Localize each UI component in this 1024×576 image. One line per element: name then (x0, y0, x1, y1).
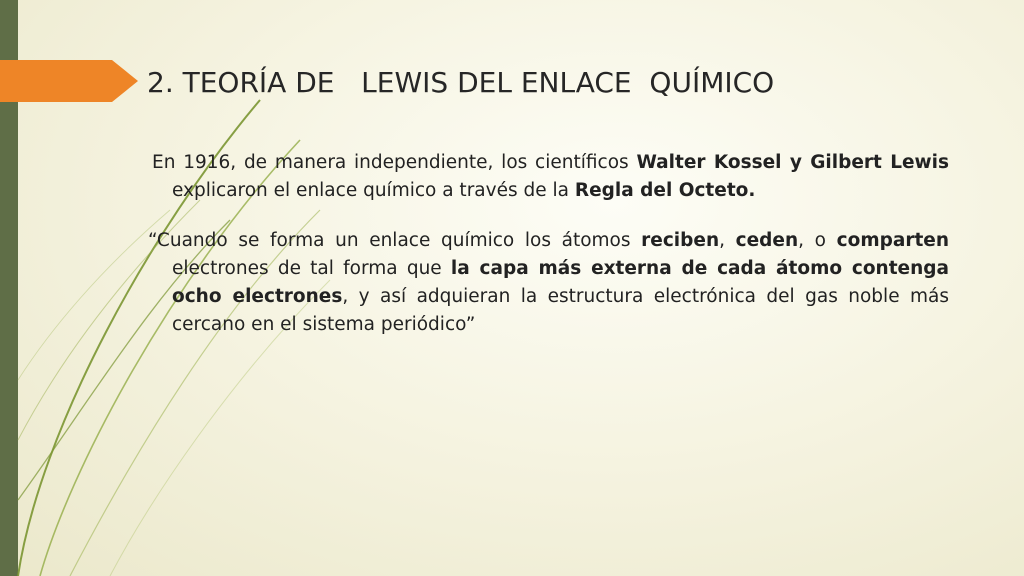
quote-text-cont: electrones de tal forma que (172, 258, 451, 279)
quote-text: “Cuando se forma un enlace químico los átomos (148, 230, 642, 251)
slide-title: 2. TEORÍA DE LEWIS DEL ENLACE QUÍMICO (147, 66, 775, 99)
intro-text: En 1916, de manera independiente, los científicos (152, 152, 637, 173)
term-reciben: reciben (641, 230, 720, 251)
term-comparten: comparten (836, 230, 950, 251)
title-arrow-shape (0, 60, 138, 102)
quote-text-end: , y así adquieran la estructura electrónica del gas noble más cercano en el sistema periódico” (172, 286, 949, 335)
term-outer-shell: la capa más externa de cada átomo contenga ocho electrones (172, 258, 949, 307)
scientists-names: Walter Kossel y Gilbert Lewis (636, 152, 949, 173)
quote-sep: , (719, 230, 736, 251)
paragraph-quote (150, 227, 949, 339)
quote-sep-2: , o (798, 230, 837, 251)
term-ceden: ceden (735, 230, 799, 251)
title-arrow-fill (0, 60, 138, 102)
slide-body (150, 149, 949, 339)
octet-rule-term: Regla del Octeto. (574, 180, 756, 201)
paragraph-intro (150, 149, 949, 205)
intro-text-cont: explicaron el enlace químico a través de la (172, 180, 575, 201)
